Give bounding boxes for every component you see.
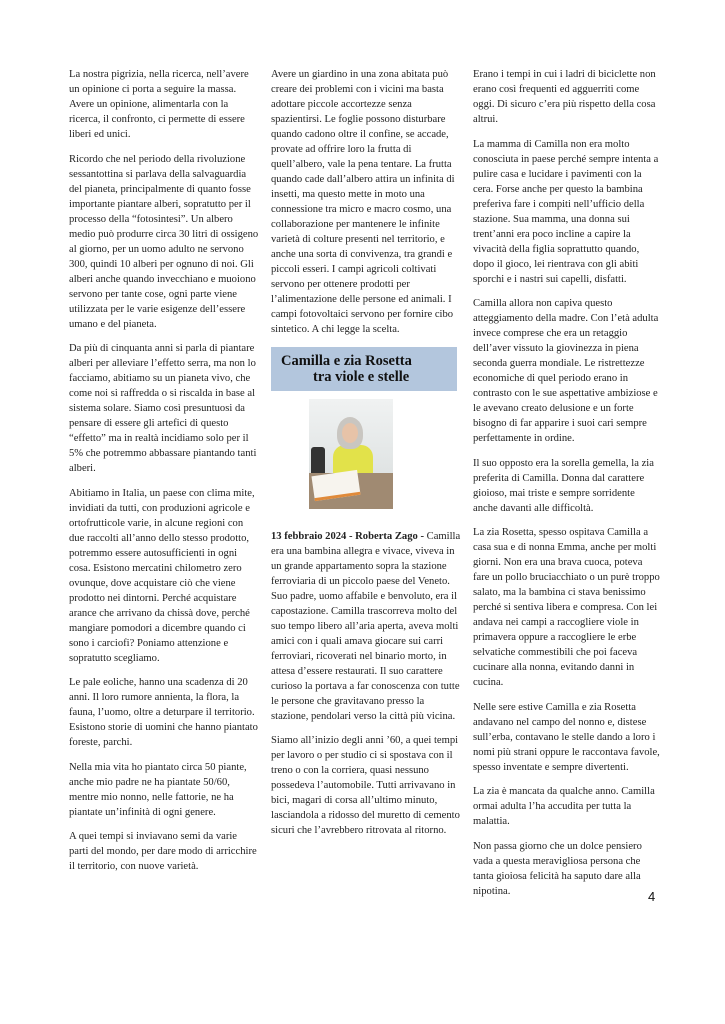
paragraph: Siamo all’inizio degli anni ’60, a quei tempi per lavoro o per studio ci si spostava con il treno o con la corriera, quasi nessuno possedeva l’automobile. Tutti arrivavano in bici, magari di corsa all’ultimo minuto, lasciandola a ridosso del muretto di cemento sicuri che l’avrebbero ritrovata al ritorno. (271, 735, 460, 836)
author-photo (309, 399, 393, 509)
article-lead (271, 529, 461, 724)
paragraph: Non passa giorno che un dolce pensiero vada a questa meravigliosa persona che tanta gioiosa felicità ha saputo dare alla nipotina. (473, 840, 642, 897)
paragraph: Camilla allora non capiva questo atteggiamento della madre. Con l’età adulta invece comprese che era un retaggio dell’aver vissuto la giovinezza in piena seconda guerra mondiale. Le ristrettezze economiche di quel periodo erano in contrasto con le sue aspettative ambiziose e le avevano creato delusione e un forte bisogno di far apparire i suoi cari sempre perfettamente in ordine. (473, 298, 659, 444)
page-number: 4 (648, 889, 656, 904)
paragraph: La nostra pigrizia, nella ricerca, nell’avere un opinione ci porta a seguire la massa. Avere un opinione, alimentarla con la ricerca, il confronto, ci permette di essere liberi ed unici. (69, 69, 249, 140)
paragraph: Ricordo che nel periodo della rivoluzione sessantottina si parlava della salvaguardia del pianeta, principalmente di quanto fosse importante piantare alberi, sopratutto per il processo della “fotosintesi”. Un albero medio può produrre circa 30 litri di ossigeno al giorno, per un uomo adulto ne servono 300, quindi 10 alberi per ognuno di noi. Gli alberi anche quando invecchiano e muoiono servono per tante cose, ogni parte viene utilizzata per le varie esigenze dell’essere umano e del pianeta. (69, 153, 259, 330)
paragraph: Le pale eoliche, hanno una scadenza di 20 anni. Il loro rumore annienta, la flora, la fauna, l’uomo, oltre a deturpare il territorio. Esistono storie di uomini che hanno piantato foreste, parchi. (69, 677, 258, 748)
column-middle (271, 67, 461, 848)
column-left (69, 67, 259, 884)
paragraph: Nelle sere estive Camilla e zia Rosetta andavano nel campo del nonno e, distese sull’erba, contavano le stelle dando a loro i nomi più strani oppure le raccontava favole, spesso inventate e sempre divertenti. (473, 701, 660, 773)
paragraph: Nella mia vita ho piantato circa 50 piante, anche mio padre ne ha piantate 50/60, mentre mio nonno, nelle fattorie, ne ha piantate un’infinità di ogni genere. (69, 761, 247, 818)
article-byline: 13 febbraio 2024 - Roberta Zago - (271, 530, 425, 542)
paragraph: La zia Rosetta, spesso ospitava Camilla a casa sua e di nonna Emma, anche per molti giorni. Non era una brava cuoca, poteva fare un pollo bruciacchiato o un purè troppo salato, ma la bambina ci stava benissimo perché si sentiva libera e compresa. Con lei andava nei campi a raccogliere viole in primavera oppure a raccogliere le erbe selvatiche commestibili che poi faceva cucinare alla nonna, evitando danni in cucina. (473, 527, 660, 688)
column-right (473, 67, 661, 908)
paragraph: Erano i tempi in cui i ladri di biciclette non erano così frequenti ed agguerriti come oggi. Di sicuro c’era più rispetto della cosa altrui. (473, 69, 656, 125)
paragraph: Il suo opposto era la sorella gemella, la zia preferita di Camilla. Donna dal carattere gioioso, mai triste e sempre sorridente anche davanti alle difficoltà. (473, 457, 654, 514)
headline-line-2: tra viole e stelle (313, 368, 410, 385)
paragraph: A quei tempi si inviavano semi da varie parti del mondo, per dare modo di arricchire il territorio, con nuove varietà. (69, 831, 257, 872)
photo-face (342, 423, 358, 443)
paragraph: Da più di cinquanta anni si parla di piantare alberi per alleviare l’effetto serra, ma non lo facciamo, abitiamo su un pianeta vivo, che come noi si raffredda o si riscalda in base al sistema solare. Siamo così presuntuosi da pensare di essere gli artefici di questo “effetto” ma in realtà incidiamo solo per il 5% che potremmo abbassare piantando tanti alberi. (69, 343, 257, 474)
paragraph: Abitiamo in Italia, un paese con clima mite, invidiati da tutti, con produzioni agricole e ortofrutticole varie, in alcune regioni con due raccolti all’anno dello stesso prodotto, potremmo essere autosufficienti in ogni cosa. Esistono mercatini chilometro zero ovunque, dove acquistare ciò che viene prodotto nei dintorni. Perché acquistare arance che arrivano da chissà dove, perché mangiare pomodori a dicembre quando ci sono i carciofi? Poniamo attenzione e sopratutto scegliamo. (69, 487, 255, 664)
paragraph: La mamma di Camilla non era molto conosciuta in paese perché sempre intenta a pulire casa e lucidare i pavimenti con la cera. Forse anche per questo la bambina preferiva fare i compiti nell’ufficio della stazione. Sua mamma, una donna sui trent’anni era poco incline a capire la vivacità della figlia soprattutto quando, dopo il gioco, lei rientrava con gli abiti sporchi e i nastri sui capelli, disfatti. (473, 138, 659, 285)
article-lead-text: Camilla era una bambina allegra e vivace, viveva in un grande appartamento sopra la stazione ferroviaria di un piccolo paese del Veneto. Suo padre, uomo affabile e benvoluto, era il capostazione. Camilla trascorreva molto del suo tempo libero all’aria aperta, aveva molti amici con i quali amava giocare sui carri ferroviari, ricoverati nel binario morto, in attesa d’essere restaurati. Il suo carattere curioso la portava a far conoscenza con tutte le persone che gravitavano presso la stazione, pendolari verso la città più vicina. (271, 530, 461, 722)
headline-line-1: Camilla e zia Rosetta (281, 352, 412, 369)
article-headline (271, 347, 457, 391)
paragraph: La zia è mancata da qualche anno. Camilla ormai adulta l’ha accudita per tutta la malattia. (473, 786, 655, 827)
photo-chair (311, 447, 325, 477)
paragraph: Avere un giardino in una zona abitata può creare dei problemi con i vicini ma basta adottare piccole accortezze senza spazientirsi. Le foglie possono disturbare quando cadono oltre il confine, se accade, provate ad offrire loro la frutta di quell’albero, vale la pena tentare. La frutta quando cade dall’albero attira un infinita di insetti, ma questo mette in moto una connessione tra micro e macro cosmo, una collaborazione per mantenere le infinite varietà di colture presenti nel territorio, e anche una sorta di convivenza, tra grandi e piccoli esseri. I campi agricoli coltivati servono per ottenere prodotti per l’alimentazione delle persone ed animali. I campi fotovoltaici servono per fornire cibo sintetico. A chi legge la scelta. (271, 69, 455, 335)
